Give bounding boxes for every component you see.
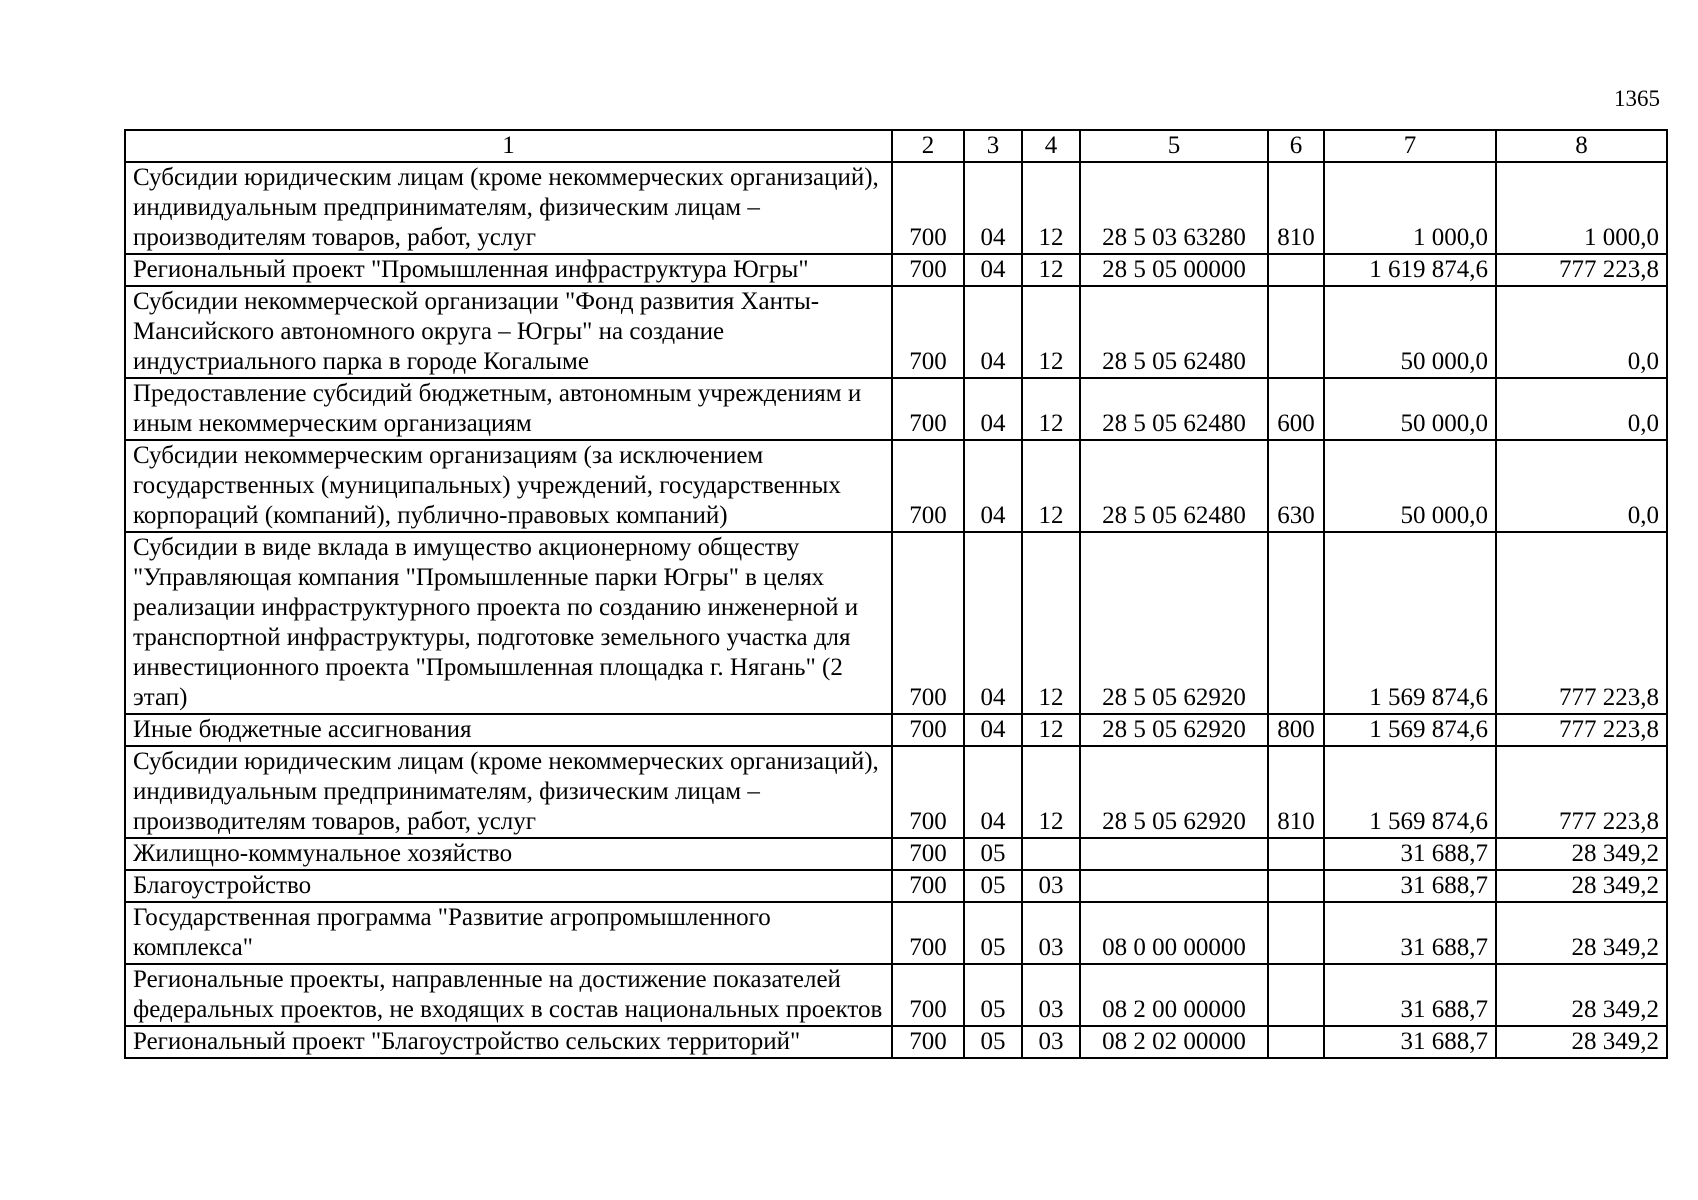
cell-section: 04 (964, 532, 1022, 714)
cell-amount-col7: 1 619 874,6 (1324, 254, 1496, 286)
table-header (125, 130, 1667, 162)
page-number: 1365 (1614, 86, 1660, 111)
cell-ministry-code: 700 (892, 902, 964, 964)
cell-expense-type: 600 (1268, 378, 1324, 440)
cell-amount-col8: 777 223,8 (1496, 746, 1667, 838)
row-name: Благоустройство (125, 870, 892, 902)
column-header-8: 8 (1496, 130, 1667, 162)
cell-amount-col8: 28 349,2 (1496, 902, 1667, 964)
cell-amount-col7: 1 569 874,6 (1324, 532, 1496, 714)
cell-amount-col8: 0,0 (1496, 286, 1667, 378)
cell-amount-col8: 28 349,2 (1496, 964, 1667, 1026)
cell-amount-col8: 777 223,8 (1496, 532, 1667, 714)
cell-target-article: 08 2 02 00000 (1080, 1026, 1268, 1058)
table-row (125, 378, 1667, 440)
row-name: Предоставление субсидий бюджетным, автономным учреждениям и иным некоммерческим организациям (125, 378, 892, 440)
cell-amount-col8: 777 223,8 (1496, 714, 1667, 746)
cell-expense-type (1268, 964, 1324, 1026)
cell-amount-col7: 50 000,0 (1324, 286, 1496, 378)
cell-amount-col7: 31 688,7 (1324, 1026, 1496, 1058)
column-header-2: 2 (892, 130, 964, 162)
cell-expense-type (1268, 254, 1324, 286)
cell-expense-type: 800 (1268, 714, 1324, 746)
column-header-3: 3 (964, 130, 1022, 162)
cell-amount-col7: 31 688,7 (1324, 838, 1496, 870)
header-row (125, 130, 1667, 162)
cell-section: 04 (964, 286, 1022, 378)
cell-expense-type: 630 (1268, 440, 1324, 532)
cell-section: 04 (964, 162, 1022, 254)
cell-expense-type: 810 (1268, 162, 1324, 254)
cell-ministry-code: 700 (892, 254, 964, 286)
cell-amount-col8: 28 349,2 (1496, 838, 1667, 870)
cell-ministry-code: 700 (892, 870, 964, 902)
cell-ministry-code: 700 (892, 378, 964, 440)
cell-target-article: 28 5 03 63280 (1080, 162, 1268, 254)
cell-section: 04 (964, 440, 1022, 532)
row-name: Государственная программа "Развитие агропромышленного комплекса" (125, 902, 892, 964)
cell-section: 05 (964, 870, 1022, 902)
column-header-5: 5 (1080, 130, 1268, 162)
cell-subsection: 03 (1022, 870, 1080, 902)
row-name: Региональные проекты, направленные на достижение показателей федеральных проектов, не входящих в состав национальных проектов (125, 964, 892, 1026)
cell-target-article: 28 5 05 62480 (1080, 378, 1268, 440)
row-name: Субсидии юридическим лицам (кроме некоммерческих организаций), индивидуальным предпринимателям, физическим лицам – производителям товаров, работ, услуг (125, 162, 892, 254)
budget-table (124, 129, 1668, 1059)
cell-amount-col8: 28 349,2 (1496, 870, 1667, 902)
row-name: Субсидии некоммерческим организациям (за исключением государственных (муниципальных) учреждений, государственных корпораций (компаний), публично-правовых компаний) (125, 440, 892, 532)
cell-subsection: 03 (1022, 964, 1080, 1026)
cell-subsection: 12 (1022, 254, 1080, 286)
row-name: Региональный проект "Промышленная инфраструктура Югры" (125, 254, 892, 286)
cell-expense-type (1268, 838, 1324, 870)
cell-subsection: 03 (1022, 902, 1080, 964)
table-row (125, 1026, 1667, 1058)
cell-amount-col7: 1 000,0 (1324, 162, 1496, 254)
cell-target-article: 28 5 05 00000 (1080, 254, 1268, 286)
cell-subsection: 12 (1022, 162, 1080, 254)
cell-ministry-code: 700 (892, 746, 964, 838)
table-row (125, 286, 1667, 378)
cell-subsection: 12 (1022, 378, 1080, 440)
table-row (125, 162, 1667, 254)
cell-subsection: 12 (1022, 440, 1080, 532)
table-row (125, 440, 1667, 532)
cell-amount-col7: 50 000,0 (1324, 378, 1496, 440)
table-body (125, 162, 1667, 1058)
row-name: Субсидии некоммерческой организации "Фонд развития Ханты-Мансийского автономного округа – Югры" на создание индустриального парка в городе Когалыме (125, 286, 892, 378)
cell-target-article: 08 0 00 00000 (1080, 902, 1268, 964)
cell-section: 04 (964, 746, 1022, 838)
cell-subsection: 03 (1022, 1026, 1080, 1058)
cell-target-article (1080, 870, 1268, 902)
table-row (125, 902, 1667, 964)
cell-ministry-code: 700 (892, 440, 964, 532)
cell-ministry-code: 700 (892, 162, 964, 254)
row-name: Жилищно-коммунальное хозяйство (125, 838, 892, 870)
cell-section: 05 (964, 838, 1022, 870)
row-name: Региональный проект "Благоустройство сельских территорий" (125, 1026, 892, 1058)
cell-ministry-code: 700 (892, 838, 964, 870)
cell-amount-col7: 1 569 874,6 (1324, 746, 1496, 838)
cell-target-article: 28 5 05 62920 (1080, 532, 1268, 714)
cell-ministry-code: 700 (892, 286, 964, 378)
table-row (125, 532, 1667, 714)
cell-amount-col8: 28 349,2 (1496, 1026, 1667, 1058)
cell-subsection (1022, 838, 1080, 870)
cell-amount-col7: 31 688,7 (1324, 964, 1496, 1026)
cell-amount-col7: 1 569 874,6 (1324, 714, 1496, 746)
cell-target-article: 28 5 05 62920 (1080, 714, 1268, 746)
table-row (125, 870, 1667, 902)
cell-section: 05 (964, 902, 1022, 964)
table-row (125, 746, 1667, 838)
cell-target-article: 28 5 05 62480 (1080, 286, 1268, 378)
table-row (125, 714, 1667, 746)
cell-ministry-code: 700 (892, 714, 964, 746)
cell-section: 04 (964, 378, 1022, 440)
table-row (125, 964, 1667, 1026)
row-name: Субсидии в виде вклада в имущество акционерному обществу "Управляющая компания "Промышленные парки Югры" в целях реализации инфраструктурного проекта по созданию инженерной и транспортной инфраструктуры, подготовке земельного участка для инвестиционного проекта "Промышленная площадка г. Нягань" (2 этап) (125, 532, 892, 714)
column-header-6: 6 (1268, 130, 1324, 162)
cell-amount-col8: 0,0 (1496, 378, 1667, 440)
cell-expense-type: 810 (1268, 746, 1324, 838)
column-header-4: 4 (1022, 130, 1080, 162)
cell-amount-col8: 1 000,0 (1496, 162, 1667, 254)
row-name: Субсидии юридическим лицам (кроме некоммерческих организаций), индивидуальным предпринимателям, физическим лицам – производителям товаров, работ, услуг (125, 746, 892, 838)
column-header-1: 1 (125, 130, 892, 162)
cell-target-article (1080, 838, 1268, 870)
cell-amount-col7: 31 688,7 (1324, 870, 1496, 902)
column-header-7: 7 (1324, 130, 1496, 162)
cell-ministry-code: 700 (892, 532, 964, 714)
cell-target-article: 28 5 05 62480 (1080, 440, 1268, 532)
table-row (125, 838, 1667, 870)
cell-subsection: 12 (1022, 286, 1080, 378)
cell-ministry-code: 700 (892, 964, 964, 1026)
cell-expense-type (1268, 902, 1324, 964)
cell-amount-col8: 777 223,8 (1496, 254, 1667, 286)
cell-subsection: 12 (1022, 746, 1080, 838)
cell-amount-col8: 0,0 (1496, 440, 1667, 532)
cell-target-article: 28 5 05 62920 (1080, 746, 1268, 838)
row-name: Иные бюджетные ассигнования (125, 714, 892, 746)
cell-expense-type (1268, 286, 1324, 378)
cell-expense-type (1268, 532, 1324, 714)
cell-target-article: 08 2 00 00000 (1080, 964, 1268, 1026)
cell-section: 04 (964, 714, 1022, 746)
cell-subsection: 12 (1022, 714, 1080, 746)
table-row (125, 254, 1667, 286)
cell-amount-col7: 31 688,7 (1324, 902, 1496, 964)
cell-section: 05 (964, 1026, 1022, 1058)
cell-subsection: 12 (1022, 532, 1080, 714)
cell-section: 05 (964, 964, 1022, 1026)
cell-ministry-code: 700 (892, 1026, 964, 1058)
cell-expense-type (1268, 870, 1324, 902)
cell-expense-type (1268, 1026, 1324, 1058)
cell-amount-col7: 50 000,0 (1324, 440, 1496, 532)
cell-section: 04 (964, 254, 1022, 286)
